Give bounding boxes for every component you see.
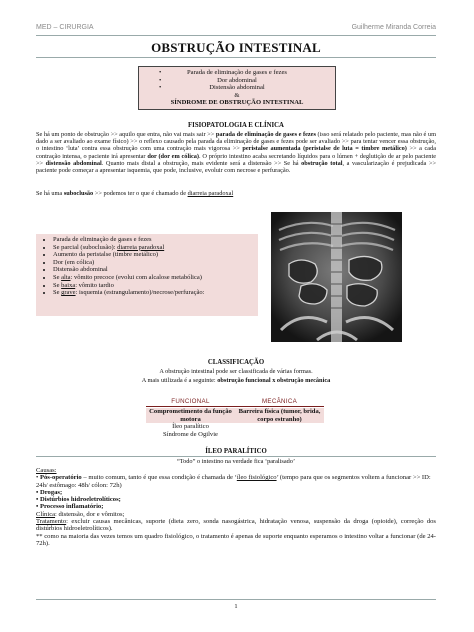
ileo-body	[36, 467, 436, 547]
list-item-underline: diarreia paradoxal	[117, 243, 165, 251]
table-header-cell: FUNCIONAL	[171, 398, 210, 405]
table-header-row	[146, 398, 324, 407]
list-item-text: Se	[53, 281, 62, 289]
list-item-text: Se parcial (suboclusão):	[53, 243, 118, 251]
text-bold: distensão abdominal	[45, 159, 102, 167]
table-cell: Íleo paralítico	[172, 423, 209, 431]
list-item-text: Se	[53, 273, 62, 281]
table-row	[146, 431, 324, 438]
classificacao-line	[36, 377, 436, 384]
text: . Quanto mais distal a obstrução, mais evidente será a distensão >> Se há	[101, 159, 302, 167]
list-item	[53, 289, 258, 297]
ileo-quote: “Todo” o intestino na verdade fica ‘paralisado’	[176, 458, 296, 465]
summary-amp: &	[234, 91, 240, 99]
table-cell	[235, 423, 324, 430]
text-underline: íleo fisiológico	[236, 474, 277, 482]
text: Se há uma	[36, 190, 64, 197]
text: Se há um ponto de obstrução >> aquilo que entra, não vai mais sair >>	[36, 131, 216, 138]
list-item	[53, 259, 258, 267]
causa-item: • Processo inflamatório;	[36, 503, 104, 511]
list-item	[53, 282, 258, 290]
table-header-cell: MECÂNICA	[261, 398, 298, 405]
list-item-underline: alta	[61, 273, 71, 281]
table-cell	[235, 431, 324, 438]
header-rule	[36, 35, 436, 36]
text-bold: peristalse aumentada (peristalse de luta = timbre metálico)	[242, 145, 407, 153]
section-heading-classificacao: CLASSIFICAÇÃO	[207, 359, 265, 366]
text: – muito comum, tanto é que essa condição é chamada de ‘	[81, 474, 237, 482]
list-item	[53, 274, 258, 282]
text-underline: Tratamento	[36, 518, 67, 526]
text-bold: parada de eliminação de gases e fezes	[215, 131, 316, 138]
text-bold: obstrução total	[301, 159, 343, 167]
text-bold: Distúrbios hidroeletrolíticos;	[39, 496, 121, 504]
list-item	[53, 244, 258, 252]
list-item-text: Aumento da peristalse (timbre metálico)	[53, 251, 159, 259]
ileo-heading-rule	[36, 456, 436, 457]
section-heading-fisiopatologia: FISIOPATOLOGIA E CLÍNICA	[188, 122, 284, 129]
list-item-text: : isquemia (estrangulamento)/necrose/perfuração:	[75, 289, 205, 297]
list-item-text: : vômito precoce (evolui com alcalose metabólica)	[70, 273, 202, 281]
text: : excluir causas mecânicas, suporte (dieta zero, sonda nasogástrica, hidratação venosa, suspensão da droga (opioide), correção dos distúrbios hidroeletrolíticos).	[36, 518, 436, 533]
title-rule	[36, 57, 436, 58]
table-row	[146, 423, 324, 430]
page-number: 1	[234, 603, 238, 610]
text-bold: obstrução funcional x obstrução mecânica	[217, 377, 331, 384]
summary-item: • Dor abdominal	[139, 77, 335, 85]
header-right-text: Guilherme Miranda Correia	[351, 24, 436, 31]
text-bold: Processo inflamatório;	[39, 503, 104, 511]
text: , a vascularização é prejudicada >> paciente pode começar a apresentar isquemia, que pode, inclusive, evoluir com necrose e perfuração.	[36, 159, 436, 175]
text: >> a cada contração intensa, o paciente irá apresentar	[36, 145, 437, 160]
text-bold: dor (dor em cólica)	[147, 152, 199, 160]
section-heading-ileo: ÍLEO PARALÍTICO	[205, 448, 267, 455]
summary-box	[138, 66, 336, 110]
causa-item: • Distúrbios hidroeletrolíticos;	[36, 496, 121, 504]
text: . O próprio intestino acaba secretando líquidos para o lúmen + deglutição de ar pelo paciente >>	[36, 152, 437, 167]
text: : distensão, dor e vômitos;	[55, 510, 125, 518]
note-line: ** como na maioria das vezes temos um quadro fisiológico, o tratamento é apenas de suporte enquanto esperamos o intestino voltar a funcionar (de 24-72h).	[36, 532, 436, 547]
list-item	[53, 236, 258, 244]
text-bold: Pós-operatório	[39, 474, 82, 482]
table-cell: Comprometimento da função motora	[149, 408, 232, 423]
suboclusao-paragraph	[36, 190, 436, 197]
text: (isso será relatado pelo paciente, mas não é um dado a ser avaliado ao exame físico) >> o reflexo causado pela parada da eliminação de gases e fezes pode ser avaliado >> para tentar vencer essa obstrução, o intestino ‘luta’ contra essa obstrução com uma contração mais vigorosa >>	[36, 131, 436, 153]
causas-label: Causas:	[36, 467, 57, 474]
text-bold: suboclusão	[63, 190, 94, 197]
list-item-text: Parada de eliminação de gases e fezes	[53, 236, 152, 243]
causa-item: • Drogas;	[36, 488, 63, 496]
table-row	[146, 408, 324, 423]
text-underline: Clínica	[36, 510, 56, 518]
text: >> podemos ter o que é chamado de	[93, 190, 188, 197]
list-item-text: : vômito tardio	[75, 281, 114, 289]
summary-syndrome: SÍNDROME DE OBSTRUÇÃO INTESTINAL	[170, 99, 304, 107]
list-item-text: Se	[53, 289, 62, 297]
summary-item: • Distensão abdominal	[139, 84, 335, 92]
list-item-text: Distensão abdominal	[53, 266, 108, 274]
header-left-text: MED – CIRURGIA	[36, 24, 94, 31]
causa-item: • Pós-operatório – muito comum, tanto é que essa condição é chamada de ‘íleo fisiológico’ (tempo para que os segmentos voltem a funcionar >> ID: 24h/ estômago: 48h/ cólon: 72h)	[36, 474, 431, 489]
xray-graphic	[271, 212, 402, 342]
text: A mais utilizada é a seguinte:	[141, 377, 218, 384]
fisio-paragraph	[36, 131, 436, 174]
classificacao-line: A obstrução intestinal pode ser classificada de várias formas.	[159, 368, 313, 375]
list-item-text: Dor (em cólica)	[53, 258, 95, 266]
footer-rule	[36, 599, 436, 600]
clinica-line	[36, 511, 436, 518]
table-cell: Barreira física (tumor, brida, corpo estranho)	[238, 408, 321, 423]
text-underline: diarreia paradoxal	[187, 190, 234, 197]
list-item-underline: baixa	[61, 281, 76, 289]
tratamento-line	[36, 518, 436, 533]
list-item-underline: grave	[61, 289, 76, 297]
page-title: OBSTRUÇÃO INTESTINAL	[151, 40, 321, 55]
clinical-bullet-list	[36, 234, 258, 316]
xray-image	[271, 212, 402, 342]
list-item	[53, 251, 258, 259]
text-bold: Drogas;	[39, 488, 63, 496]
classification-table	[146, 398, 324, 438]
summary-item: • Parada de eliminação de gases e fezes	[139, 69, 335, 77]
list-item	[53, 266, 258, 274]
text: ’ (tempo para que os segmentos voltem a funcionar >> ID: 24h/ estômago: 48h/ cólon: 72h)	[36, 474, 431, 489]
table-cell: Síndrome de Ogilvie	[163, 430, 218, 438]
